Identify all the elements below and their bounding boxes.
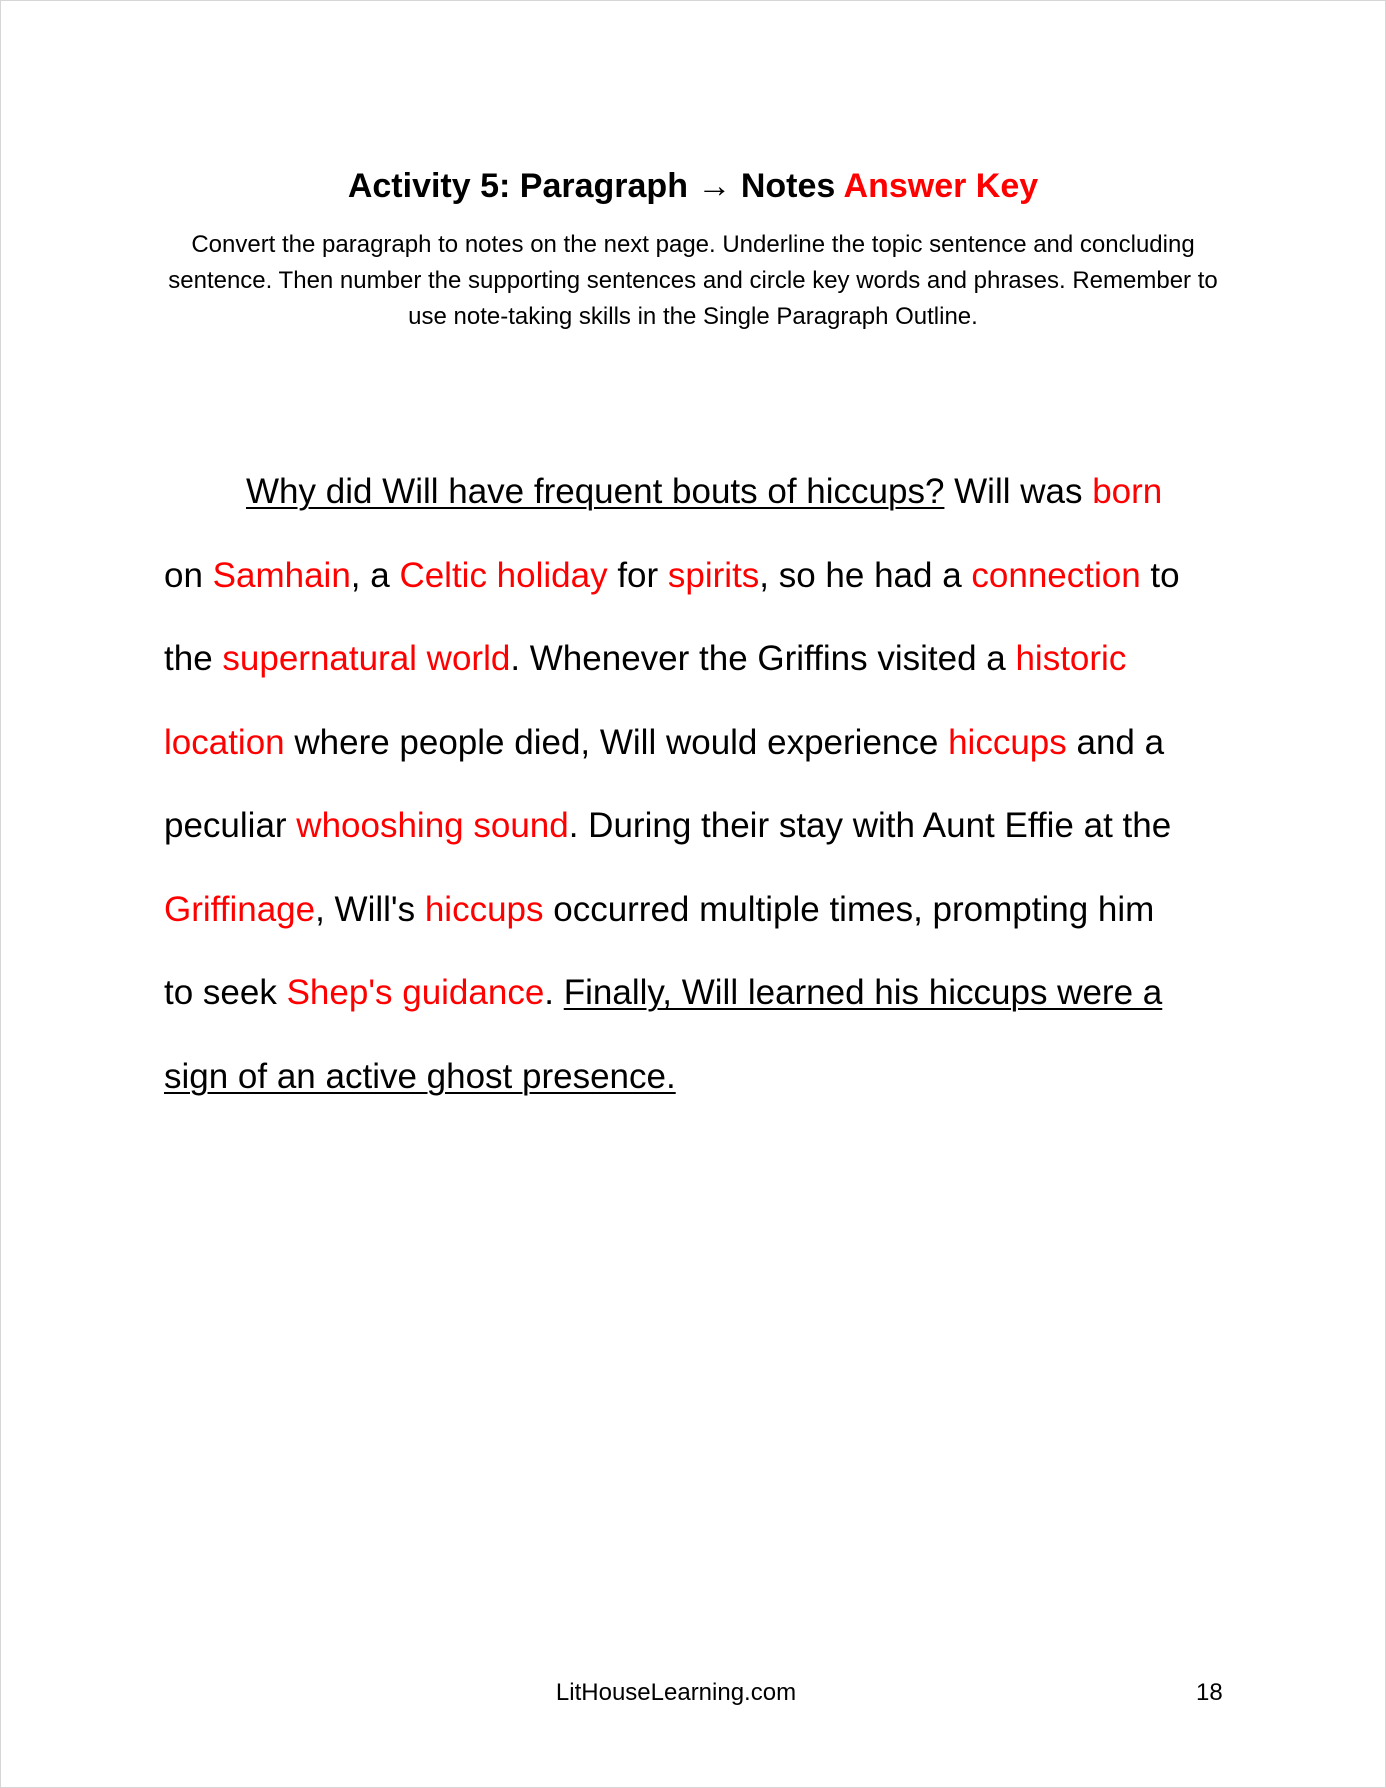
paragraph-line [164,1035,1239,1119]
paragraph-text: , Will's [315,889,425,929]
title-main: Activity 5: Paragraph → Notes [347,167,836,205]
paragraph-text: . Whenever the Griffins visited a [510,639,1016,678]
paragraph-text: the [164,639,223,678]
key-word: Shep's guidance [286,973,545,1012]
paragraph-line [164,951,1239,1035]
paragraph-text: for [607,555,668,595]
paragraph-text: Will was [944,472,1093,511]
key-word: spirits [667,555,760,595]
key-word: hiccups [948,722,1067,762]
key-word: Celtic holiday [399,555,608,595]
concluding-sentence: sign of an active ghost presence. [164,1056,676,1096]
concluding-sentence: Finally, Will learned his hiccups were a [563,973,1163,1012]
paragraph-line [164,701,1239,785]
paragraph-text: peculiar [164,806,297,845]
instructions: Convert the paragraph to notes on the next page. Underline the topic sentence and concluding sentence. Then number the supporting sentences and circle key words and phrases. Remember to use note-taking skills in the Single Paragraph Outline. [168,231,1218,330]
paragraph-text: where people died, Will would experience [284,722,949,762]
page-title [1,164,1385,208]
paragraph [164,450,1239,1118]
paragraph-line [164,450,1239,534]
key-word: Griffinage [164,889,316,929]
title-answer-key: Answer Key [843,167,1039,205]
paragraph-text: . During their stay with Aunt Effie at the [568,806,1172,845]
paragraph-text: , so he had a [759,555,972,595]
paragraph-line [164,784,1239,868]
paragraph-text: , a [350,555,400,595]
key-word: location [164,722,285,762]
paragraph-line [164,534,1239,618]
topic-sentence: Why did Will have frequent bouts of hiccups? [246,472,945,511]
paragraph-text: to seek [164,973,287,1012]
key-word: hiccups [424,889,544,929]
key-word: historic [1015,639,1127,678]
key-word: connection [971,555,1141,595]
paragraph-text: and a [1066,722,1165,762]
key-word: Samhain [212,555,351,595]
footer-site: LitHouseLearning.com [555,1679,797,1706]
paragraph-line [164,617,1239,701]
paragraph-text: to [1140,555,1180,595]
page-number: 18 [1196,1679,1223,1706]
paragraph-text: occurred multiple times, prompting him [543,889,1155,929]
key-word: born [1092,472,1163,511]
paragraph-text: on [164,555,213,595]
key-word: whooshing sound [296,806,569,845]
paragraph-line [164,868,1239,952]
paragraph-text: . [544,973,564,1012]
key-word: supernatural world [222,639,511,678]
